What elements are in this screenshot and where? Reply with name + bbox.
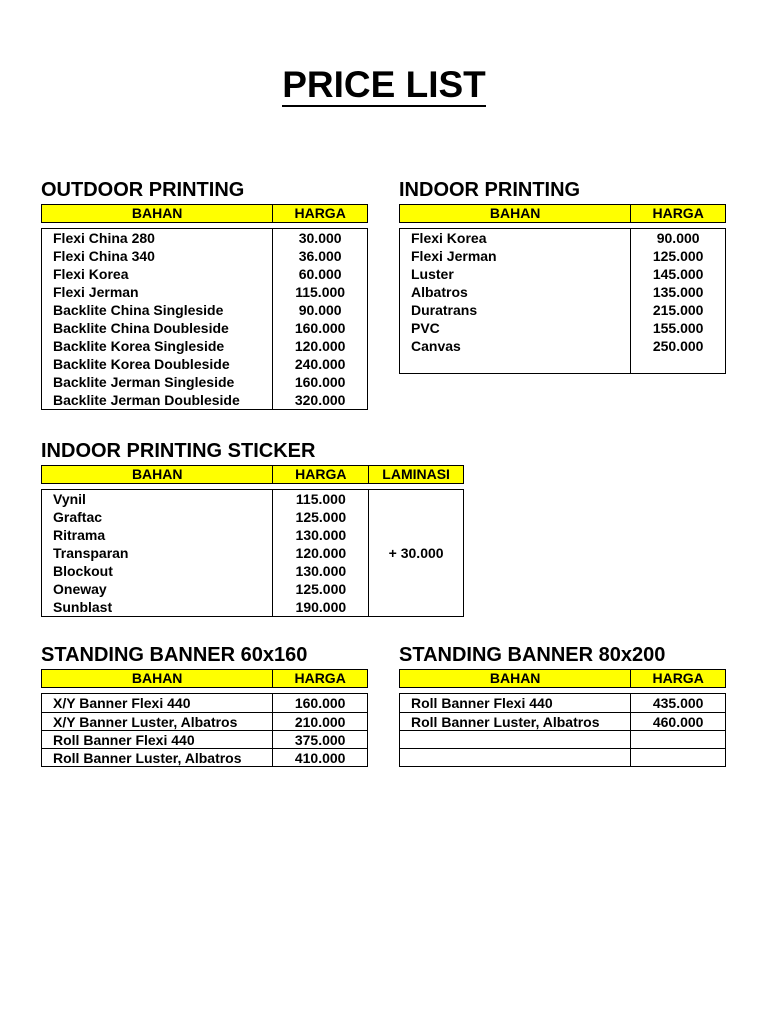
bahan-cell: Flexi Jerman	[53, 284, 139, 300]
bahan-column	[42, 490, 272, 616]
bahan-cell: Flexi Korea	[53, 266, 129, 282]
sticker-header-row	[41, 465, 464, 484]
bahan-cell: Flexi Korea	[411, 230, 487, 246]
bahan-cell	[400, 730, 630, 748]
harga-cell: 130.000	[295, 527, 347, 543]
banner-80x200-section	[399, 643, 726, 767]
harga-cell: 215.000	[652, 302, 704, 318]
sticker-table	[41, 489, 464, 617]
banner-60x160-header-row	[41, 669, 368, 688]
bahan-cell: Sunblast	[53, 599, 113, 615]
banner-80x200-header-row	[399, 669, 726, 688]
harga-cell: 90.000	[298, 302, 342, 318]
bahan-cell	[400, 355, 630, 373]
harga-column	[272, 229, 367, 409]
outdoor-header-row	[41, 204, 368, 223]
bahan-cell: Oneway	[53, 581, 107, 597]
bahan-cell: Canvas	[411, 338, 461, 354]
harga-cell: 125.000	[295, 509, 347, 525]
harga-cell: 160.000	[294, 374, 346, 390]
bahan-column	[400, 229, 630, 373]
harga-cell: 320.000	[294, 392, 346, 408]
harga-cell: 410.000	[273, 748, 367, 766]
outdoor-section	[41, 178, 368, 410]
laminasi-cell: + 30.000	[368, 490, 463, 616]
bahan-header: BAHAN	[489, 670, 541, 686]
harga-cell: 190.000	[295, 599, 347, 615]
bahan-cell: Roll Banner Flexi 440	[411, 695, 553, 711]
sticker-title: INDOOR PRINTING STICKER	[41, 440, 316, 462]
harga-cell: 115.000	[295, 491, 346, 507]
harga-column	[630, 694, 725, 766]
bahan-cell: Backlite China Doubleside	[53, 320, 229, 336]
bahan-cell: Roll Banner Luster, Albatros	[400, 712, 630, 730]
harga-cell: 375.000	[273, 730, 367, 748]
bahan-cell: Duratrans	[411, 302, 478, 318]
harga-cell: 36.000	[298, 248, 342, 264]
bahan-cell: Albatros	[411, 284, 468, 300]
bahan-cell: Blockout	[53, 563, 113, 579]
bahan-column	[400, 694, 630, 766]
harga-header: HARGA	[272, 670, 367, 687]
bahan-cell: Ritrama	[53, 527, 106, 543]
harga-cell: 90.000	[656, 230, 700, 246]
banner-60x160-title: STANDING BANNER 60x160	[41, 644, 308, 666]
bahan-cell: Luster	[411, 266, 454, 282]
harga-column	[630, 229, 725, 373]
bahan-header: BAHAN	[131, 466, 183, 482]
harga-cell: 155.000	[652, 320, 704, 336]
harga-cell: 115.000	[295, 284, 346, 300]
harga-cell: 250.000	[652, 338, 704, 354]
banner-80x200-title: STANDING BANNER 80x200	[399, 644, 666, 666]
bahan-cell: Backlite Jerman Doubleside	[53, 392, 240, 408]
harga-cell: 130.000	[295, 563, 347, 579]
harga-cell: 240.000	[294, 356, 346, 372]
bahan-cell: Vynil	[53, 491, 86, 507]
outdoor-title: OUTDOOR PRINTING	[41, 179, 245, 201]
harga-cell	[631, 730, 725, 748]
bahan-cell: Backlite Jerman Singleside	[53, 374, 235, 390]
indoor-title: INDOOR PRINTING	[399, 179, 581, 201]
harga-cell	[631, 748, 725, 766]
banner-60x160-section	[41, 643, 368, 767]
harga-column	[272, 694, 367, 766]
page-title	[0, 62, 768, 108]
indoor-section	[399, 178, 726, 374]
bahan-cell: Backlite China Singleside	[53, 302, 224, 318]
bahan-cell	[400, 748, 630, 766]
indoor-table	[399, 228, 726, 374]
outdoor-table	[41, 228, 368, 410]
bahan-cell: Flexi China 340	[53, 248, 155, 264]
harga-cell: 210.000	[273, 712, 367, 730]
harga-cell: 160.000	[294, 320, 346, 336]
harga-cell: 120.000	[294, 338, 346, 354]
bahan-cell: Flexi China 280	[53, 230, 155, 246]
bahan-header: BAHAN	[489, 205, 541, 221]
sticker-section	[41, 439, 464, 617]
harga-cell: 135.000	[652, 284, 704, 300]
laminasi-header: LAMINASI	[368, 466, 463, 483]
bahan-cell: Roll Banner Luster, Albatros	[42, 748, 272, 766]
harga-header: HARGA	[272, 205, 367, 222]
harga-cell	[631, 355, 725, 373]
banner-80x200-table	[399, 693, 726, 767]
harga-cell: 60.000	[298, 266, 342, 282]
harga-cell: 435.000	[652, 695, 704, 711]
bahan-cell: Transparan	[53, 545, 129, 561]
bahan-column	[42, 694, 272, 766]
bahan-cell: Graftac	[53, 509, 103, 525]
bahan-cell: Backlite Korea Singleside	[53, 338, 225, 354]
harga-header: HARGA	[630, 670, 725, 687]
banner-60x160-table	[41, 693, 368, 767]
indoor-header-row	[399, 204, 726, 223]
harga-cell: 460.000	[631, 712, 725, 730]
harga-cell: 120.000	[295, 545, 347, 561]
bahan-cell: PVC	[411, 320, 440, 336]
bahan-header: BAHAN	[131, 670, 183, 686]
bahan-cell: Flexi Jerman	[411, 248, 497, 264]
bahan-cell: X/Y Banner Flexi 440	[53, 695, 191, 711]
harga-cell: 125.000	[295, 581, 347, 597]
bahan-cell: Backlite Korea Doubleside	[53, 356, 230, 372]
bahan-column	[42, 229, 272, 409]
harga-cell: 160.000	[294, 695, 346, 711]
harga-header: HARGA	[630, 205, 725, 222]
bahan-cell: X/Y Banner Luster, Albatros	[42, 712, 272, 730]
bahan-header: BAHAN	[131, 205, 183, 221]
harga-cell: 125.000	[652, 248, 704, 264]
bahan-cell: Roll Banner Flexi 440	[42, 730, 272, 748]
harga-cell: 30.000	[298, 230, 342, 246]
harga-cell: 145.000	[652, 266, 704, 282]
page-title-text: PRICE LIST	[282, 64, 486, 105]
harga-header: HARGA	[272, 466, 368, 483]
harga-column	[272, 490, 368, 616]
